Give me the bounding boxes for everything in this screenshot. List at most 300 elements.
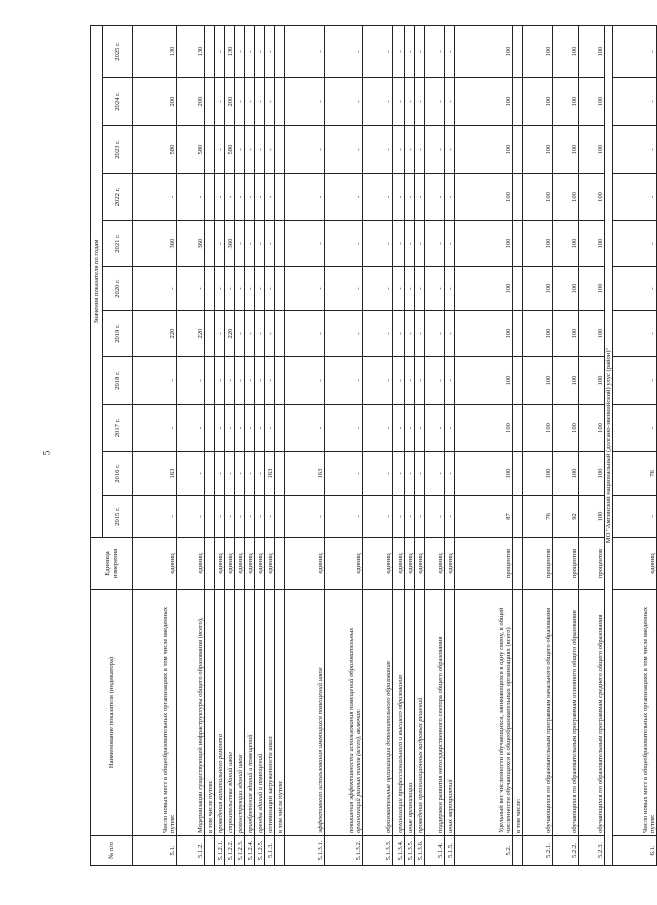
value-cell: - bbox=[325, 357, 363, 405]
indicator-name: иные организации bbox=[405, 590, 415, 836]
value-cell: - bbox=[415, 78, 425, 126]
value-cell: 580 bbox=[225, 126, 235, 174]
value-cell: - bbox=[265, 174, 275, 221]
value-cell bbox=[513, 496, 523, 538]
value-cell: - bbox=[215, 126, 225, 174]
header-year: 2018 г. bbox=[103, 357, 133, 405]
value-cell: 220 bbox=[225, 311, 235, 357]
value-cell: - bbox=[225, 174, 235, 221]
value-cell: - bbox=[613, 357, 657, 405]
value-cell bbox=[205, 452, 215, 496]
value-cell: - bbox=[325, 496, 363, 538]
value-cell: 100 bbox=[455, 357, 513, 405]
value-cell: - bbox=[225, 357, 235, 405]
value-cell: - bbox=[325, 174, 363, 221]
value-cell: - bbox=[425, 267, 445, 311]
value-cell: 100 bbox=[553, 357, 579, 405]
header-year: 2025 г. bbox=[103, 25, 133, 77]
unit-cell: единиц bbox=[133, 538, 177, 590]
value-cell: - bbox=[285, 267, 325, 311]
row-number: 5.1.2.3. bbox=[235, 836, 245, 866]
value-cell: - bbox=[425, 25, 445, 77]
row-number: 5.1.3.6. bbox=[415, 836, 425, 866]
value-cell: 100 bbox=[523, 25, 553, 77]
value-cell: 100 bbox=[579, 311, 605, 357]
unit-cell: единиц bbox=[405, 538, 415, 590]
value-cell: 100 bbox=[523, 267, 553, 311]
header-year: 2022 г. bbox=[103, 174, 133, 221]
row-number: 5.1.3.5. bbox=[405, 836, 415, 866]
table-row bbox=[513, 25, 523, 865]
value-cell: - bbox=[445, 357, 455, 405]
value-cell: - bbox=[245, 174, 255, 221]
value-cell: - bbox=[445, 221, 455, 267]
value-cell: - bbox=[613, 126, 657, 174]
unit-cell: процентов bbox=[455, 538, 513, 590]
indicator-name: проведения капитального ремонта bbox=[215, 590, 225, 836]
value-cell: - bbox=[425, 221, 445, 267]
unit-cell bbox=[205, 538, 215, 590]
value-cell: - bbox=[215, 174, 225, 221]
indicator-name: обучающихся по образовательным программам среднего общего образования bbox=[579, 590, 605, 836]
row-number: 5.1. bbox=[133, 836, 177, 866]
indicator-name: приобретения зданий и помещений bbox=[245, 590, 255, 836]
value-cell bbox=[205, 25, 215, 77]
header-year: 2016 г. bbox=[103, 452, 133, 496]
indicator-name: иных мероприятий bbox=[445, 590, 455, 836]
value-cell: - bbox=[265, 78, 275, 126]
value-cell: 100 bbox=[523, 221, 553, 267]
value-cell: 100 bbox=[553, 311, 579, 357]
indicator-name: поддержки развития негосударственного сектора общего образования bbox=[425, 590, 445, 836]
value-cell: - bbox=[225, 452, 235, 496]
value-cell: - bbox=[393, 452, 405, 496]
value-cell: - bbox=[393, 496, 405, 538]
value-cell: 100 bbox=[523, 126, 553, 174]
value-cell: 100 bbox=[553, 452, 579, 496]
value-cell: 100 bbox=[523, 357, 553, 405]
value-cell bbox=[513, 405, 523, 452]
table-row bbox=[553, 25, 579, 865]
value-cell: - bbox=[415, 126, 425, 174]
header-year: 2015 г. bbox=[103, 496, 133, 538]
value-cell: 100 bbox=[455, 174, 513, 221]
header-year: 2021 г. bbox=[103, 221, 133, 267]
value-cell: - bbox=[613, 174, 657, 221]
value-cell: 100 bbox=[455, 25, 513, 77]
value-cell: - bbox=[415, 357, 425, 405]
value-cell: 200 bbox=[177, 78, 205, 126]
header-num: № п/п bbox=[91, 836, 133, 866]
unit-cell: единиц bbox=[425, 538, 445, 590]
value-cell: - bbox=[445, 496, 455, 538]
value-cell: 100 bbox=[579, 496, 605, 538]
value-cell: 100 bbox=[579, 357, 605, 405]
value-cell: - bbox=[405, 126, 415, 174]
value-cell: - bbox=[245, 405, 255, 452]
value-cell: 100 bbox=[455, 221, 513, 267]
value-cell bbox=[275, 452, 285, 496]
value-cell bbox=[513, 267, 523, 311]
value-cell: - bbox=[215, 452, 225, 496]
table-row bbox=[445, 25, 455, 865]
value-cell: - bbox=[255, 174, 265, 221]
value-cell: - bbox=[363, 221, 393, 267]
value-cell: 200 bbox=[133, 78, 177, 126]
value-cell: - bbox=[393, 174, 405, 221]
value-cell bbox=[205, 174, 215, 221]
value-cell: - bbox=[363, 174, 393, 221]
row-number: 5.2.2. bbox=[553, 836, 579, 866]
value-cell: - bbox=[245, 357, 255, 405]
value-cell: - bbox=[363, 357, 393, 405]
value-cell: - bbox=[415, 267, 425, 311]
value-cell bbox=[513, 78, 523, 126]
table-row bbox=[405, 25, 415, 865]
value-cell: 163 bbox=[285, 452, 325, 496]
value-cell bbox=[205, 78, 215, 126]
value-cell bbox=[205, 405, 215, 452]
value-cell: - bbox=[235, 405, 245, 452]
value-cell: 100 bbox=[553, 25, 579, 77]
unit-cell: единиц bbox=[325, 538, 363, 590]
unit-cell bbox=[513, 538, 523, 590]
value-cell: 100 bbox=[553, 78, 579, 126]
value-cell: 100 bbox=[579, 25, 605, 77]
row-number: 5.2.1. bbox=[523, 836, 553, 866]
table-row bbox=[579, 25, 605, 865]
value-cell: - bbox=[215, 357, 225, 405]
row-number: 5.1.3.2. bbox=[325, 836, 363, 866]
value-cell: 100 bbox=[455, 405, 513, 452]
value-cell: - bbox=[363, 496, 393, 538]
value-cell: - bbox=[285, 311, 325, 357]
value-cell bbox=[205, 311, 215, 357]
value-cell bbox=[205, 126, 215, 174]
value-cell: - bbox=[265, 311, 275, 357]
value-cell bbox=[275, 311, 285, 357]
table-row bbox=[265, 25, 275, 865]
table-row bbox=[245, 25, 255, 865]
value-cell: - bbox=[393, 405, 405, 452]
value-cell: 100 bbox=[579, 405, 605, 452]
value-cell: - bbox=[405, 357, 415, 405]
value-cell: 100 bbox=[455, 452, 513, 496]
row-number: 5.1.3.4. bbox=[393, 836, 405, 866]
value-cell: - bbox=[613, 311, 657, 357]
value-cell: - bbox=[235, 357, 245, 405]
value-cell: 220 bbox=[133, 311, 177, 357]
unit-cell: процентов bbox=[553, 538, 579, 590]
value-cell: 580 bbox=[177, 126, 205, 174]
value-cell: - bbox=[405, 221, 415, 267]
value-cell: - bbox=[363, 405, 393, 452]
value-cell: - bbox=[255, 126, 265, 174]
value-cell: 100 bbox=[579, 78, 605, 126]
unit-cell: единиц bbox=[255, 538, 265, 590]
value-cell: - bbox=[425, 78, 445, 126]
value-cell: - bbox=[613, 25, 657, 77]
value-cell: - bbox=[325, 221, 363, 267]
value-cell: - bbox=[415, 174, 425, 221]
value-cell: - bbox=[235, 452, 245, 496]
indicators-table bbox=[90, 25, 657, 866]
value-cell: - bbox=[215, 78, 225, 126]
value-cell: 100 bbox=[455, 126, 513, 174]
table-row bbox=[523, 25, 553, 865]
value-cell: - bbox=[325, 78, 363, 126]
value-cell: - bbox=[415, 496, 425, 538]
value-cell: - bbox=[415, 25, 425, 77]
value-cell bbox=[513, 452, 523, 496]
unit-cell: единиц bbox=[363, 538, 393, 590]
row-number: 5.2.3. bbox=[579, 836, 605, 866]
value-cell: 100 bbox=[579, 174, 605, 221]
value-cell: - bbox=[405, 78, 415, 126]
indicator-name: эффективного использования имеющихся помещений школ bbox=[285, 590, 325, 836]
value-cell: - bbox=[245, 452, 255, 496]
value-cell: - bbox=[285, 221, 325, 267]
header-group: Значения показателя по годам bbox=[91, 25, 103, 537]
table-row bbox=[133, 25, 177, 865]
unit-cell: единиц bbox=[215, 538, 225, 590]
value-cell: - bbox=[613, 496, 657, 538]
value-cell bbox=[275, 221, 285, 267]
page-number: 5 bbox=[41, 450, 52, 456]
value-cell: - bbox=[177, 452, 205, 496]
indicator-name: Удельный вес численности обучающихся, занимающихся в одну смену, в общей численности обучающихся в общеобразовательных организациях (всего) bbox=[455, 590, 513, 836]
indicator-name: аренды зданий и помещений bbox=[255, 590, 265, 836]
value-cell: 163 bbox=[265, 452, 275, 496]
value-cell: - bbox=[325, 311, 363, 357]
value-cell: - bbox=[235, 126, 245, 174]
indicator-name: Число новых мест в общеобразовательных организациях в том числе введенных путем: bbox=[613, 590, 657, 836]
table-row bbox=[205, 25, 215, 865]
unit-cell: единиц bbox=[225, 538, 235, 590]
value-cell: - bbox=[285, 174, 325, 221]
value-cell: - bbox=[255, 267, 265, 311]
value-cell: - bbox=[255, 357, 265, 405]
value-cell: - bbox=[405, 174, 415, 221]
value-cell bbox=[513, 221, 523, 267]
value-cell: - bbox=[425, 174, 445, 221]
value-cell: - bbox=[415, 405, 425, 452]
indicator-name: проведение организационных кадровых решений bbox=[415, 590, 425, 836]
value-cell: 130 bbox=[177, 25, 205, 77]
row-number: 5.1.3. bbox=[265, 836, 275, 866]
table-row bbox=[235, 25, 245, 865]
value-cell: 100 bbox=[553, 174, 579, 221]
value-cell bbox=[513, 174, 523, 221]
header-name: Наименование показателя (индикатора) bbox=[91, 590, 133, 836]
value-cell: - bbox=[255, 221, 265, 267]
table-row bbox=[275, 25, 285, 865]
indicator-name: строительства зданий школ bbox=[225, 590, 235, 836]
value-cell: - bbox=[363, 126, 393, 174]
value-cell: - bbox=[445, 25, 455, 77]
value-cell: - bbox=[215, 25, 225, 77]
value-cell: - bbox=[235, 267, 245, 311]
value-cell: - bbox=[245, 221, 255, 267]
value-cell: 100 bbox=[553, 405, 579, 452]
value-cell: - bbox=[415, 221, 425, 267]
value-cell: - bbox=[225, 496, 235, 538]
value-cell: - bbox=[133, 496, 177, 538]
value-cell bbox=[513, 357, 523, 405]
value-cell: 100 bbox=[523, 78, 553, 126]
value-cell: - bbox=[325, 267, 363, 311]
value-cell: 200 bbox=[225, 78, 235, 126]
indicator-name: образовательные организации дополнительного образования bbox=[363, 590, 393, 836]
value-cell: - bbox=[613, 267, 657, 311]
indicator-name: реконструкции зданий школ bbox=[235, 590, 245, 836]
value-cell bbox=[275, 405, 285, 452]
unit-cell: единиц bbox=[285, 538, 325, 590]
value-cell: - bbox=[393, 357, 405, 405]
indicator-name: обучающихся по образовательным программам начального общего образования bbox=[523, 590, 553, 836]
value-cell: - bbox=[325, 126, 363, 174]
row-number: 5.1.2.2. bbox=[225, 836, 235, 866]
value-cell: - bbox=[215, 311, 225, 357]
value-cell: - bbox=[215, 267, 225, 311]
value-cell: - bbox=[265, 405, 275, 452]
header-year: 2023 г. bbox=[103, 126, 133, 174]
value-cell: - bbox=[225, 267, 235, 311]
value-cell: - bbox=[325, 452, 363, 496]
value-cell: - bbox=[245, 311, 255, 357]
value-cell: - bbox=[255, 496, 265, 538]
value-cell: - bbox=[425, 311, 445, 357]
value-cell: - bbox=[393, 221, 405, 267]
value-cell: - bbox=[405, 25, 415, 77]
indicator-name: оптимизации загруженности школ bbox=[265, 590, 275, 836]
row-number: 5.1.2.5. bbox=[255, 836, 265, 866]
unit-cell: процентов bbox=[579, 538, 605, 590]
value-cell: 100 bbox=[579, 126, 605, 174]
value-cell: - bbox=[255, 405, 265, 452]
value-cell: - bbox=[393, 267, 405, 311]
value-cell: - bbox=[415, 452, 425, 496]
table-row bbox=[415, 25, 425, 865]
value-cell bbox=[275, 267, 285, 311]
value-cell: - bbox=[133, 405, 177, 452]
value-cell: - bbox=[285, 25, 325, 77]
row-number: 5.2. bbox=[455, 836, 513, 866]
indicator-name: обучающихся по образовательным программам основного общего образования bbox=[553, 590, 579, 836]
indicator-name: организации профессионального и высшего образования bbox=[393, 590, 405, 836]
value-cell: - bbox=[285, 405, 325, 452]
value-cell: 100 bbox=[455, 267, 513, 311]
unit-cell: единиц bbox=[245, 538, 255, 590]
value-cell: - bbox=[425, 496, 445, 538]
value-cell: 100 bbox=[579, 221, 605, 267]
value-cell: - bbox=[265, 221, 275, 267]
value-cell: - bbox=[245, 496, 255, 538]
indicator-name: в том числе путем: bbox=[205, 590, 215, 836]
value-cell bbox=[513, 126, 523, 174]
value-cell: - bbox=[393, 311, 405, 357]
value-cell: 100 bbox=[553, 126, 579, 174]
value-cell: 100 bbox=[523, 452, 553, 496]
value-cell: - bbox=[177, 405, 205, 452]
header-year: 2020 г. bbox=[103, 267, 133, 311]
value-cell: 220 bbox=[177, 311, 205, 357]
row-number: 5.1.5. bbox=[445, 836, 455, 866]
unit-cell: процентов bbox=[523, 538, 553, 590]
value-cell: - bbox=[445, 174, 455, 221]
value-cell bbox=[205, 496, 215, 538]
indicator-name: в том числе: bbox=[513, 590, 523, 836]
value-cell: - bbox=[265, 126, 275, 174]
value-cell: - bbox=[445, 126, 455, 174]
row-number: 5.1.2.1. bbox=[215, 836, 225, 866]
unit-cell: единиц bbox=[393, 538, 405, 590]
value-cell: 580 bbox=[133, 126, 177, 174]
value-cell bbox=[275, 357, 285, 405]
rotated-table-container bbox=[90, 26, 656, 866]
value-cell: - bbox=[405, 496, 415, 538]
row-number bbox=[275, 836, 285, 866]
value-cell: - bbox=[225, 405, 235, 452]
indicator-name: повышения эффективности использования помещений образовательных организаций разных типов (всего), включая: bbox=[325, 590, 363, 836]
value-cell: 360 bbox=[225, 221, 235, 267]
row-number: 6.1. bbox=[613, 836, 657, 866]
value-cell: 163 bbox=[133, 452, 177, 496]
value-cell: - bbox=[245, 267, 255, 311]
value-cell: - bbox=[177, 357, 205, 405]
value-cell: - bbox=[613, 78, 657, 126]
value-cell: - bbox=[445, 405, 455, 452]
value-cell: - bbox=[445, 452, 455, 496]
value-cell: 76 bbox=[523, 496, 553, 538]
value-cell bbox=[205, 357, 215, 405]
value-cell: 100 bbox=[523, 174, 553, 221]
value-cell bbox=[205, 267, 215, 311]
value-cell: - bbox=[255, 25, 265, 77]
value-cell: - bbox=[133, 267, 177, 311]
value-cell: - bbox=[425, 357, 445, 405]
value-cell: - bbox=[405, 452, 415, 496]
row-number: 5.1.2.4. bbox=[245, 836, 255, 866]
value-cell: - bbox=[285, 126, 325, 174]
value-cell: - bbox=[393, 126, 405, 174]
value-cell: - bbox=[613, 221, 657, 267]
value-cell: 100 bbox=[553, 267, 579, 311]
value-cell: - bbox=[215, 496, 225, 538]
value-cell: - bbox=[235, 496, 245, 538]
value-cell: - bbox=[363, 311, 393, 357]
unit-cell: единиц bbox=[177, 538, 205, 590]
table-row bbox=[393, 25, 405, 865]
table-row bbox=[455, 25, 513, 865]
indicator-name: Модернизации существующей инфраструктуры общего образования (всего), bbox=[177, 590, 205, 836]
value-cell: - bbox=[133, 174, 177, 221]
value-cell: - bbox=[393, 78, 405, 126]
value-cell: - bbox=[265, 267, 275, 311]
value-cell: - bbox=[445, 267, 455, 311]
value-cell bbox=[275, 25, 285, 77]
value-cell: 100 bbox=[455, 311, 513, 357]
value-cell: - bbox=[445, 78, 455, 126]
value-cell: - bbox=[405, 405, 415, 452]
unit-cell: единиц bbox=[445, 538, 455, 590]
section-row bbox=[605, 25, 613, 865]
table-row bbox=[225, 25, 235, 865]
value-cell: - bbox=[405, 267, 415, 311]
table-row bbox=[363, 25, 393, 865]
value-cell: - bbox=[255, 452, 265, 496]
value-cell: - bbox=[245, 126, 255, 174]
